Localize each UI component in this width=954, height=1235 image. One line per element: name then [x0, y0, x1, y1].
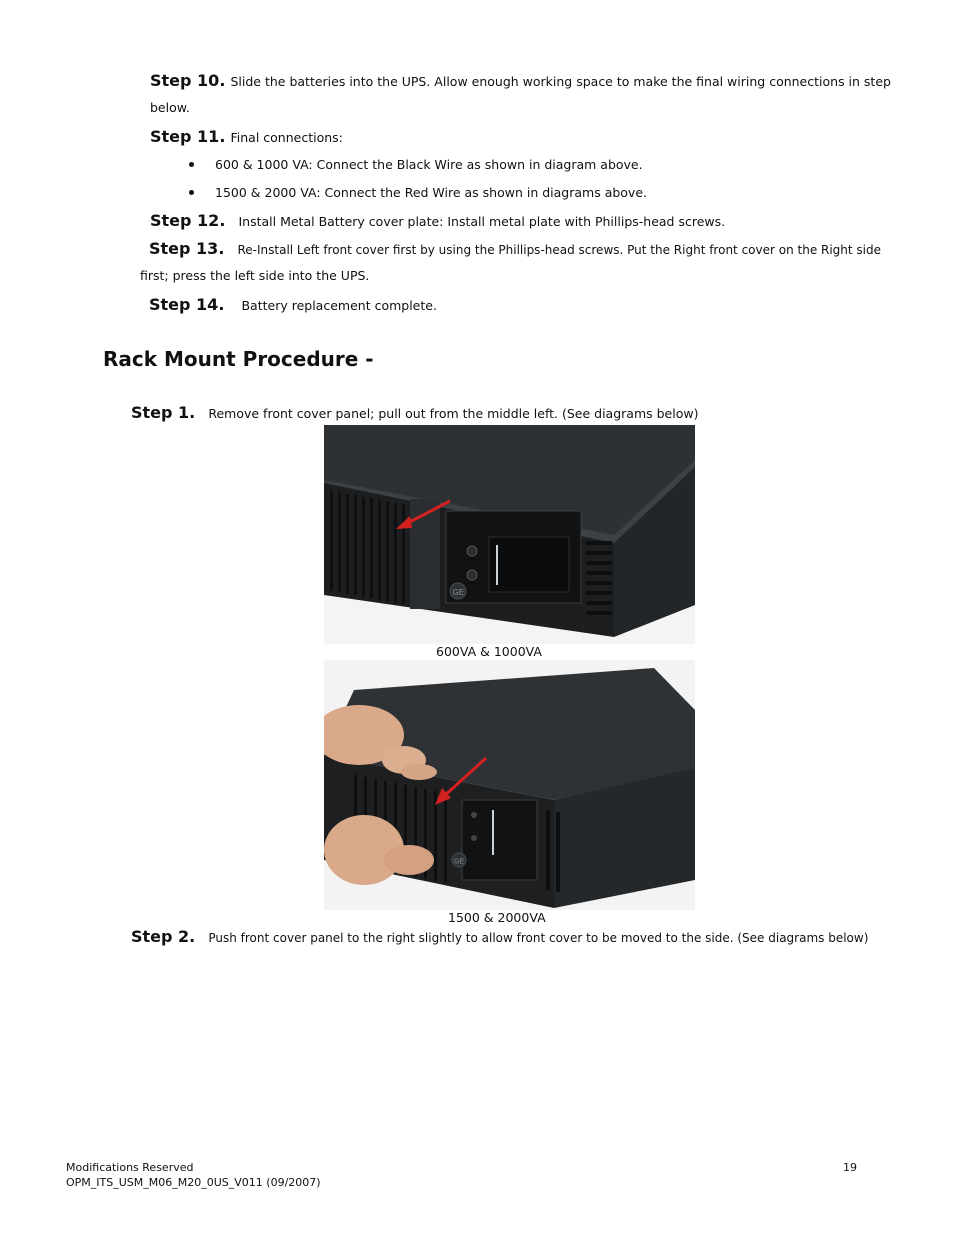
- step-10-label: Step 10.: [150, 71, 226, 90]
- figure-caption-2: 1500 & 2000VA: [448, 910, 546, 925]
- step-12: [150, 211, 725, 230]
- step-14: [149, 295, 437, 314]
- step-13-text: Re-Install Left front cover first by using the Phillips-head screws. Put the Right front cover on the Right side: [237, 243, 882, 257]
- bullet-dot: [189, 190, 194, 195]
- step-13: [149, 239, 881, 258]
- rack-step-2-label: Step 2.: [131, 927, 196, 946]
- ups-small-illustration: [324, 425, 695, 644]
- step-12-label: Step 12.: [150, 211, 226, 230]
- figure-caption-1: 600VA & 1000VA: [436, 644, 542, 659]
- step-10-text-cont: below.: [150, 100, 190, 115]
- step-14-text: Battery replacement complete.: [241, 298, 437, 313]
- rack-step-1-text: Remove front cover panel; pull out from the middle left. (See diagrams below): [208, 406, 699, 421]
- step-11-text: Final connections:: [230, 130, 343, 145]
- step-10-text: Slide the batteries into the UPS. Allow enough working space to make the final wiring connections in step: [230, 74, 891, 89]
- bullet-dot: [189, 162, 194, 167]
- step-13-label: Step 13.: [149, 239, 225, 258]
- ups-photo-large: [324, 660, 695, 910]
- footer-doc-id: OPM_ITS_USM_M06_M20_0US_V011 (09/2007): [66, 1176, 321, 1189]
- step-11-label: Step 11.: [150, 127, 226, 146]
- rack-step-1-label: Step 1.: [131, 403, 196, 422]
- rack-step-1: [131, 403, 698, 422]
- step-11: [150, 127, 343, 146]
- rack-step-2: [131, 927, 868, 946]
- rack-step-2-text: Push front cover panel to the right slightly to allow front cover to be moved to the side. (See diagrams below): [208, 931, 869, 945]
- section-title: Rack Mount Procedure -: [103, 347, 374, 371]
- step-14-label: Step 14.: [149, 295, 225, 314]
- footer-modifications: Modifications Reserved: [66, 1161, 194, 1174]
- step-12-text: Install Metal Battery cover plate: Install metal plate with Phillips-head screws.: [238, 214, 726, 229]
- bullet-item-2: 1500 & 2000 VA: Connect the Red Wire as shown in diagrams above.: [215, 185, 647, 200]
- step-10: [150, 71, 891, 90]
- page-number: 19: [843, 1161, 857, 1174]
- bullet-item-1: 600 & 1000 VA: Connect the Black Wire as shown in diagram above.: [215, 157, 643, 172]
- ups-large-logo: GE: [454, 858, 465, 866]
- ups-large-illustration: [324, 660, 695, 910]
- ups-small-logo: GE: [452, 588, 465, 597]
- ups-photo-small: [324, 425, 695, 644]
- step-13-text-cont: first; press the left side into the UPS.: [140, 268, 370, 283]
